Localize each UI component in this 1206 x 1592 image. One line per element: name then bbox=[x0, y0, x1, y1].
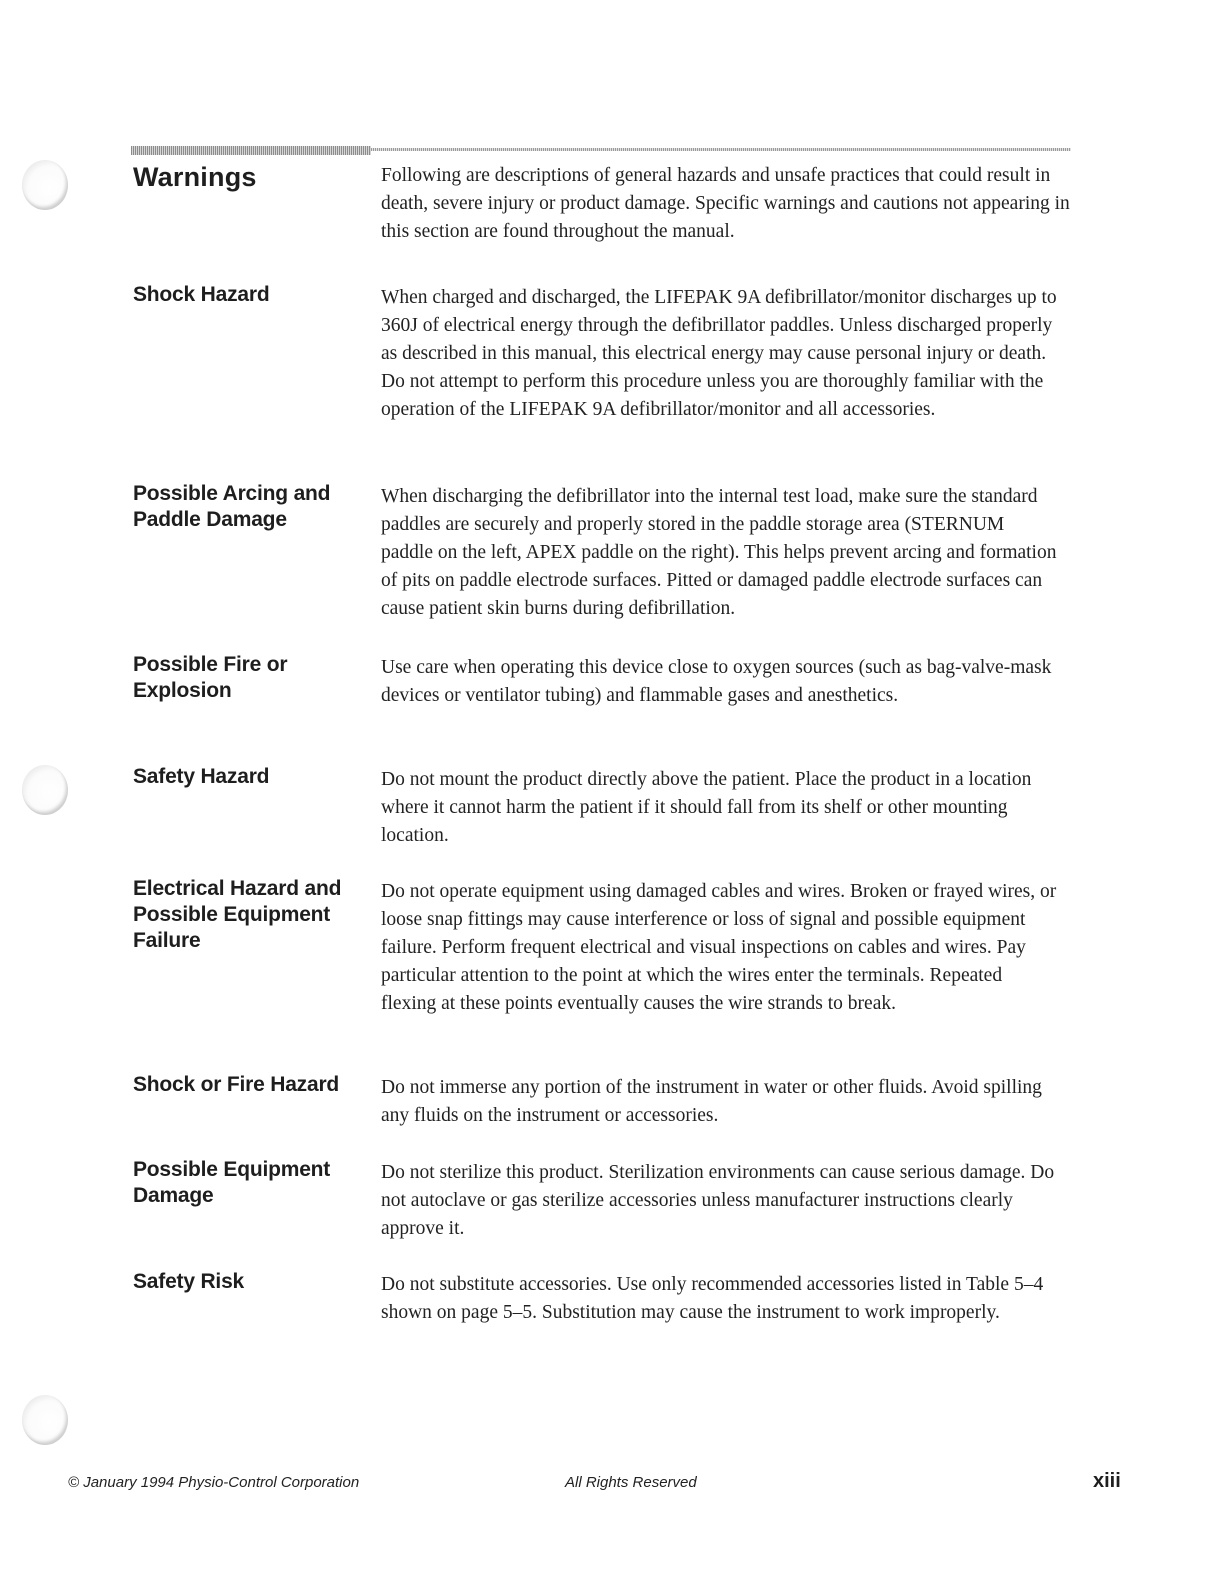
hazard-description: Do not immerse any portion of the instrument in water or other fluids. Avoid spilling any fluids on the instrument or accessories. bbox=[381, 1077, 1042, 1126]
section-title: Warnings bbox=[133, 162, 257, 192]
hazard-title: Electrical Hazard and Possible Equipment Failure bbox=[133, 877, 342, 952]
hazard-description: Do not mount the product directly above the patient. Place the product in a location where it cannot harm the patient if it should fall from its shelf or other mounting location. bbox=[381, 769, 1032, 846]
punch-hole-top bbox=[22, 160, 68, 210]
punch-hole-bottom bbox=[22, 1395, 68, 1445]
hazard-description: Do not operate equipment using damaged cables and wires. Broken or frayed wires, or loose snap fittings may cause interference or loss of signal and possible equipment failure. Perform frequent electrical and visual inspections on cables and wires. Pay particular attention to the point at which the wires enter the terminals. Repeated flexing at these points eventually causes the wire strands to break. bbox=[381, 881, 1057, 1014]
section-intro: Following are descriptions of general hazards and unsafe practices that could result in death, severe injury or product damage. Specific warnings and cautions not appearing in this section are found throughout the manual. bbox=[381, 165, 1070, 242]
hazard-title: Safety Risk bbox=[133, 1270, 245, 1293]
hazard-title: Possible Fire or Explosion bbox=[133, 653, 288, 702]
hazard-title: Possible Arcing and Paddle Damage bbox=[133, 482, 331, 531]
section-rule-right bbox=[371, 148, 1071, 151]
page-number: xiii bbox=[1093, 1470, 1121, 1492]
hazard-title: Possible Equipment Damage bbox=[133, 1158, 331, 1207]
hazard-title: Safety Hazard bbox=[133, 765, 270, 788]
hazard-title: Shock or Fire Hazard bbox=[133, 1073, 340, 1096]
hazard-description: When discharging the defibrillator into the internal test load, make sure the standard paddles are securely and properly stored in the paddle storage area (STERNUM paddle on the left, APEX paddle on the right). This helps prevent arcing and formation of pits on paddle electrode surfaces. Pitted or damaged paddle electrode surfaces can cause patient skin burns during defibrillation. bbox=[381, 486, 1057, 619]
hazard-description: When charged and discharged, the LIFEPAK 9A defibrillator/monitor discharges up to 360J of electrical energy through the defibrillator paddles. Unless discharged properly as described in this manual, this electrical energy may cause personal injury or death. Do not attempt to perform this procedure unless you are thoroughly familiar with the operation of the LIFEPAK 9A defibrillator/monitor and all accessories. bbox=[381, 287, 1057, 420]
hazard-description: Do not substitute accessories. Use only recommended accessories listed in Table 5–4 shown on page 5–5. Substitution may cause the instrument to work improperly. bbox=[381, 1274, 1044, 1323]
punch-hole-middle bbox=[22, 765, 68, 815]
hazard-title: Shock Hazard bbox=[133, 283, 270, 306]
hazard-description: Use care when operating this device close to oxygen sources (such as bag-valve-mask devices or ventilator tubing) and flammable gases and anesthetics. bbox=[381, 657, 1052, 706]
hazard-description: Do not sterilize this product. Sterilization environments can cause serious damage. Do not autoclave or gas sterilize accessories unless manufacturer instructions clearly approve it. bbox=[381, 1162, 1055, 1239]
footer-rights: All Rights Reserved bbox=[565, 1474, 697, 1491]
footer-copyright: © January 1994 Physio-Control Corporation bbox=[68, 1474, 360, 1491]
section-rule-left bbox=[131, 146, 371, 155]
